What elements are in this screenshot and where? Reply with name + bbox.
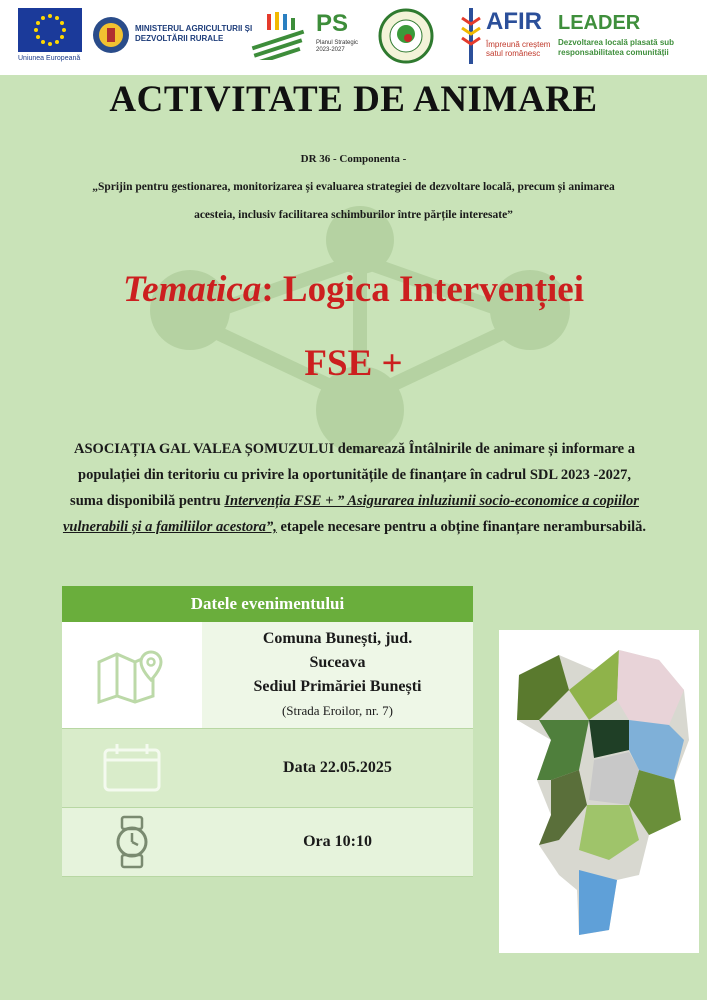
eu-caption: Uniunea Europeană <box>18 55 81 62</box>
event-location-row <box>62 622 473 729</box>
theme-text: : Logica Intervenției <box>261 269 585 310</box>
fse-heading: FSE + <box>304 343 403 384</box>
page-title: ACTIVITATE DE ANIMARE <box>109 79 598 120</box>
gal-seal-icon <box>378 8 434 64</box>
date-icon-cell <box>62 729 202 807</box>
intro-paragraph <box>62 436 647 540</box>
time-icon-cell <box>62 808 202 876</box>
date-text: Data 22.05.2025 <box>283 759 392 776</box>
territory-map-panel <box>499 630 699 953</box>
afir-caption: Împreună creștem satul românesc <box>486 40 551 58</box>
logo-bar <box>0 0 707 75</box>
event-date-row <box>62 729 473 808</box>
ministry-name: MINISTERUL AGRICULTURII ȘI DEZVOLTĂRII RURALE <box>135 24 253 43</box>
component-description: „Sprijin pentru gestionarea, monitorizarea și evaluarea strategiei de dezvoltare locală, precum și animarea acesteia, inclusiv facilitarea schimburilor între părțile interesate” <box>92 181 615 221</box>
afir-name: AFIR <box>486 8 542 35</box>
ps-caption: Planul Strategic 2023-2027 <box>316 40 359 53</box>
location-text <box>202 622 473 728</box>
ministry-seal-icon <box>92 16 130 54</box>
calendar-icon <box>101 742 163 794</box>
theme-heading <box>0 268 707 311</box>
territory-map-image <box>499 630 699 953</box>
time-text: Ora 10:10 <box>303 833 372 850</box>
ps-name: PS <box>316 10 349 37</box>
leader-name: LEADER <box>558 12 641 34</box>
event-header: Datele evenimentului <box>62 586 473 622</box>
theme-label: Tematica <box>122 269 262 310</box>
afir-mark-icon <box>460 8 482 64</box>
location-address: (Strada Eroilor, nr. 7) <box>281 703 394 718</box>
eu-flag-icon <box>18 8 82 52</box>
ps-logo-icon <box>245 10 311 60</box>
leader-caption: Dezvoltarea locală plasată sub responsabilitatea comunității <box>558 38 675 57</box>
event-time-row <box>62 808 473 877</box>
paragraph-part1: ASOCIAȚIA GAL VALEA ȘOMUZULUI demarează Întâlnirile de animare și informare a populației din teritoriu cu privire la oportunitățile de finanțare în cadrul SDL 2023 -2027, suma disponibilă pentru <box>70 441 635 509</box>
watch-icon <box>112 815 152 869</box>
location-line3: Sediul Primăriei Bunești <box>253 678 422 695</box>
paragraph-intervention: Intervenția FSE + ” Asigurarea inluziunii socio-economice a copiilor vulnerabili și a familiilor acestora”, <box>62 493 639 535</box>
paragraph-part2: etapele necesare pentru a obține finanțare nerambursabilă. <box>276 519 647 535</box>
location-icon-cell <box>62 622 202 728</box>
event-table <box>62 586 473 877</box>
map-pin-icon <box>95 646 169 704</box>
location-line1: Comuna Bunești, jud. <box>262 630 413 647</box>
dr-component: DR 36 - Componenta - <box>300 153 407 165</box>
location-line2: Suceava <box>309 654 366 671</box>
